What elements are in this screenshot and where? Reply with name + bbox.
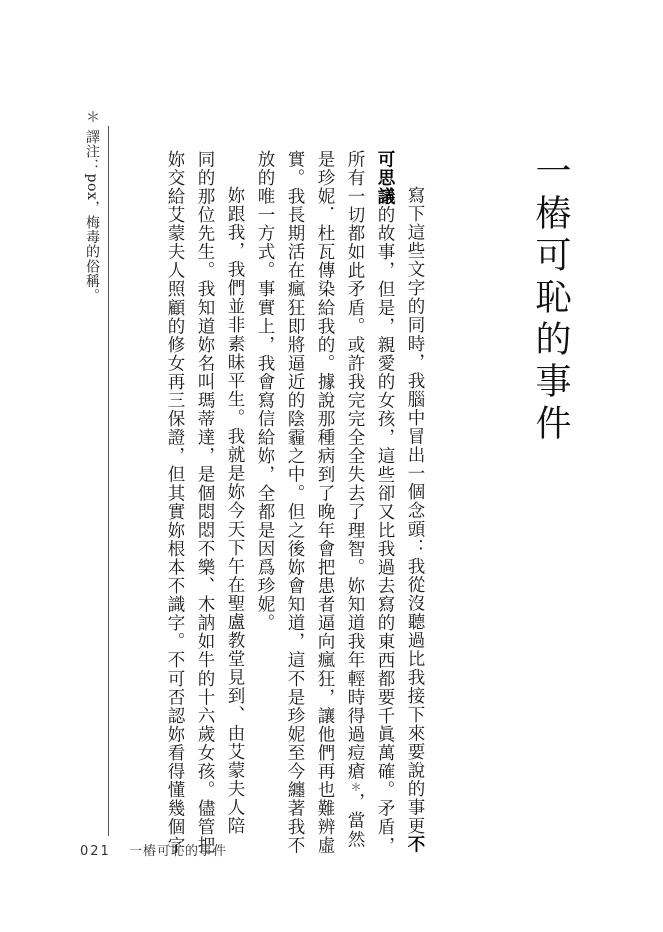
body-column-6 bbox=[253, 150, 277, 662]
body-column-5 bbox=[283, 150, 307, 855]
body-column-9 bbox=[163, 150, 187, 855]
chapter-title: 一樁可恥的事件 bbox=[530, 152, 571, 446]
running-title: 一樁可恥的事件 bbox=[128, 844, 227, 859]
translator-footnote: ＊ 譯注：pox，梅毒的俗稱。 bbox=[84, 110, 100, 303]
body-text: 是珍妮．杜瓦傳染給我的。據說那種病到了晚年會把患者逼向瘋狂，讓他們再也難辨虛 bbox=[315, 150, 335, 855]
emphasis-text: 可思議 bbox=[375, 150, 395, 206]
body-column-7 bbox=[223, 150, 247, 836]
body-text: 的故事，但是，親愛的女孩，這些卻又比我過去寫的東西都要千眞萬確。矛盾， bbox=[375, 205, 395, 855]
emphasis-text: 不 bbox=[405, 835, 425, 854]
page-number: 021 bbox=[80, 844, 111, 859]
page-footer bbox=[80, 840, 227, 859]
body-text: 同的那位先生。我知道妳名叫瑪蒂達，是個悶悶不樂、木訥如牛的十六歲女孩。儘管把 bbox=[195, 150, 215, 855]
body-text: ，當然 bbox=[345, 792, 365, 849]
body-text: 妳交給艾蒙夫人照顧的修女再三保證，但其實妳根本不識字。不可否認妳看得懂幾個字 bbox=[165, 150, 185, 855]
body-text: 實。我長期活在瘋狂即將逼近的陰霾之中。但之後妳會知道，這不是珍妮至今纏著我不 bbox=[285, 150, 305, 855]
body-text: 妳跟我，我們並非素昧平生。我就是妳今天下午在聖盧教堂見到、由艾蒙夫人陪 bbox=[225, 186, 245, 836]
footnote-marker: ＊ bbox=[349, 780, 362, 793]
body-text: 放的唯一方式。事實上，我會寫信給妳，全都是因爲珍妮。 bbox=[255, 150, 275, 633]
body-text: 所有一切都如此矛盾。或許我完完全全失去了理智。妳知道我年輕時得過痘瘡 bbox=[345, 150, 365, 781]
body-column-1 bbox=[403, 150, 427, 854]
body-column-4 bbox=[313, 150, 337, 855]
body-column-3 bbox=[343, 150, 367, 849]
footnote-divider bbox=[108, 126, 109, 836]
body-column-2 bbox=[373, 150, 397, 855]
body-text: 寫下這些文字的同時，我腦中冒出一個念頭：我從沒聽過比我接下來要說的事更 bbox=[405, 186, 425, 836]
body-column-8 bbox=[193, 150, 217, 855]
